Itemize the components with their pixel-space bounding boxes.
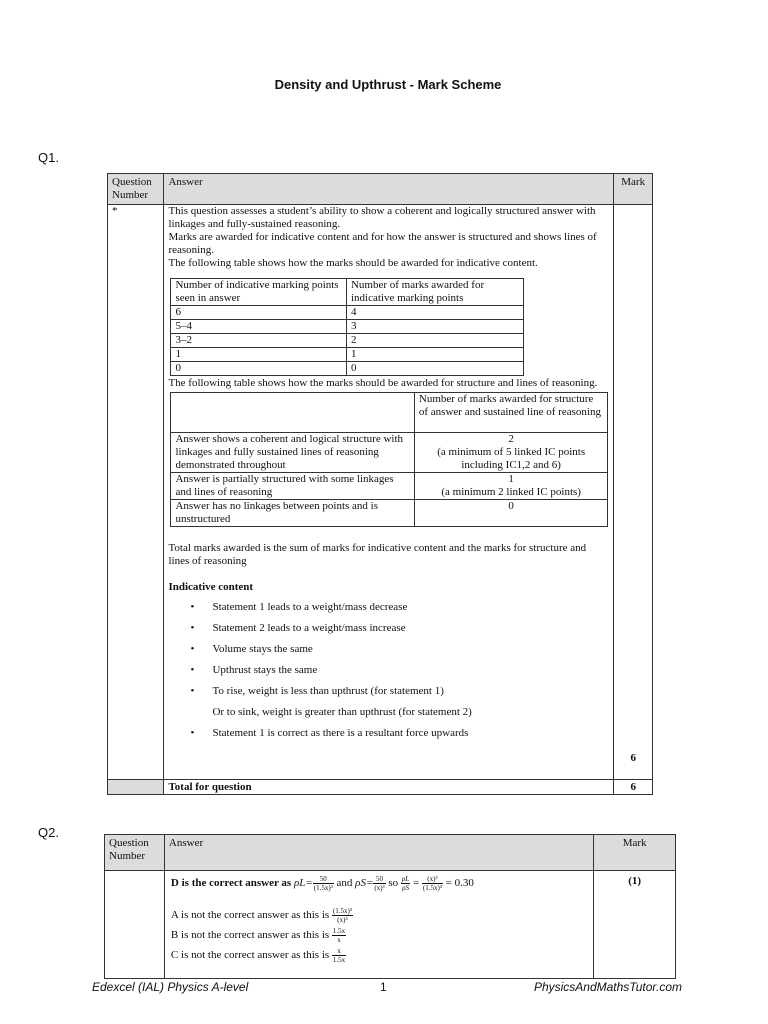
question-mark-value: 6 (630, 752, 636, 764)
fraction (373, 875, 385, 892)
total-mark: 6 (614, 780, 653, 795)
denominator: (x)³ (374, 884, 385, 892)
page-title: Density and Upthrust - Mark Scheme (274, 77, 502, 92)
numerator: 50 (373, 875, 385, 884)
indicative-col2-header: Number of marks awarded for indicative marking points (346, 279, 524, 306)
bullet-text: Statement 1 is correct as there is a resultant force upwards (212, 727, 469, 739)
question-1-label: Q1. (38, 150, 59, 165)
bullet-text: Or to sink, weight is greater than upthrust (for statement 2) (212, 706, 472, 718)
bullet-icon: • (190, 622, 195, 634)
structure-marks-table (170, 392, 608, 527)
answer-cell (164, 871, 593, 979)
denominator: (1.5x)³ (313, 884, 333, 892)
correct-answer-line (171, 875, 587, 901)
denominator: x (337, 936, 341, 944)
bullet-text: Statement 2 leads to a weight/mass increase (212, 622, 406, 634)
denominator: (x)³ (337, 916, 348, 924)
table-cell (108, 780, 164, 795)
so-text: so (388, 877, 399, 890)
table-cell: 3–2 (171, 334, 347, 348)
footer-right-text: PhysicsAndMathsTutor.com (533, 980, 682, 994)
structure-col2-header: Number of marks awarded for structure of answer and sustained line of reasoning (414, 393, 608, 433)
correct-answer-text: D is the correct answer as (170, 877, 292, 890)
option-c-text: C is not the correct answer as this is (170, 949, 330, 962)
bullet-text: Upthrust stays the same (212, 664, 318, 676)
option-a-line (171, 907, 587, 927)
total-label: Total for question (164, 780, 614, 795)
and-text: and (336, 877, 353, 890)
intro-line-3: The following table shows how the marks should be awarded for indicative content. (168, 257, 538, 269)
indicative-marks-table (170, 278, 524, 376)
indicative-bullet-list (168, 600, 609, 747)
table-cell: 3 (346, 320, 524, 334)
list-item (168, 600, 609, 621)
list-item (168, 621, 609, 642)
table-cell: Answer is partially structured with some linkages and lines of reasoning (171, 473, 414, 500)
list-item-continuation (168, 705, 609, 726)
structure-mark: 2 (508, 433, 514, 445)
numerator: x (332, 947, 346, 956)
total-note: Total marks awarded is the sum of marks for indicative content and the marks for structure and lines of reasoning (168, 542, 587, 567)
numerator: ρL (401, 875, 410, 883)
numerator: (1.5x)³ (332, 907, 352, 915)
table-cell: Answer has no linkages between points and is unstructured (171, 500, 414, 527)
rho-l-label: ρL= (293, 877, 313, 890)
bullet-icon: • (190, 664, 195, 676)
bullet-icon: • (190, 643, 195, 655)
question-2-label: Q2. (38, 825, 59, 840)
fraction (332, 947, 346, 964)
list-item (168, 726, 609, 747)
table-cell: 6 (171, 306, 347, 320)
structure-mark: 0 (508, 500, 514, 512)
fraction (422, 875, 443, 892)
table-cell: 0 (346, 362, 524, 376)
option-c-line (171, 947, 587, 967)
star-marker: * (112, 205, 118, 217)
question-number-header: Question Number (108, 174, 164, 205)
fraction (313, 875, 334, 892)
bullet-icon: • (190, 685, 195, 697)
structure-note: (a minimum 2 linked IC points) (441, 486, 581, 498)
mark-cell: (1) (594, 871, 676, 979)
question-number-cell (108, 205, 164, 780)
answer-header: Answer (164, 835, 593, 871)
table-cell (171, 393, 414, 433)
structure-intro: The following table shows how the marks should be awarded for structure and lines of reasoning. (168, 377, 598, 389)
question-1-mark-table (107, 173, 653, 795)
list-item (168, 663, 609, 684)
option-a-text: A is not the correct answer as this is (170, 909, 330, 922)
equals-sign: = (412, 877, 420, 890)
bullet-text: Volume stays the same (212, 643, 313, 655)
numerator: 50 (313, 875, 334, 884)
table-cell: 1 (171, 348, 347, 362)
fraction (401, 875, 410, 892)
denominator: (1.5x)³ (422, 884, 442, 892)
footer-left-text: Edexcel (IAL) Physics A-level (92, 980, 249, 994)
numerator: 1.5x (332, 927, 346, 935)
table-cell (414, 433, 608, 473)
rho-s-label: ρS= (355, 877, 374, 890)
fraction (332, 907, 353, 924)
fraction (332, 927, 346, 944)
table-cell: 1 (346, 348, 524, 362)
list-item (168, 642, 609, 663)
indicative-col1-header: Number of indicative marking points seen in answer (171, 279, 347, 306)
bullet-icon: • (190, 727, 195, 739)
table-cell: 4 (346, 306, 524, 320)
option-b-text: B is not the correct answer as this is (170, 929, 330, 942)
table-cell (414, 473, 608, 500)
intro-line-2: Marks are awarded for indicative content and for how the answer is structured and shows lines of reasoning. (168, 231, 597, 256)
table-cell: 5–4 (171, 320, 347, 334)
intro-line-1: This question assesses a student’s ability to show a coherent and logically structured answer with linkages and fully-sustained reasoning. (168, 205, 596, 230)
mark-header: Mark (594, 835, 676, 871)
bullet-icon: • (190, 601, 195, 613)
list-item (168, 684, 609, 705)
indicative-content-heading: Indicative content (168, 581, 254, 593)
denominator: 1.5x (332, 956, 346, 964)
question-number-cell (105, 871, 165, 979)
result-value: = 0.30 (445, 877, 474, 890)
answer-header: Answer (164, 174, 614, 205)
table-cell: 0 (171, 362, 347, 376)
page-number: 1 (380, 980, 387, 994)
table-cell: Answer shows a coherent and logical structure with linkages and fully sustained lines of reasoning demonstrated throughout (171, 433, 414, 473)
structure-note: (a minimum of 5 linked IC points including IC1,2 and 6) (437, 446, 586, 471)
numerator: (x)³ (422, 875, 443, 884)
structure-mark: 1 (508, 473, 514, 485)
answer-cell (164, 205, 614, 780)
mark-header: Mark (614, 174, 653, 205)
mark-cell (614, 205, 653, 780)
question-2-mark-table (104, 834, 676, 979)
table-cell (414, 500, 608, 527)
bullet-text: To rise, weight is less than upthrust (for statement 1) (212, 685, 444, 697)
option-b-line (171, 927, 587, 947)
denominator: ρS (402, 884, 409, 892)
bullet-text: Statement 1 leads to a weight/mass decrease (212, 601, 408, 613)
question-number-header: Question Number (105, 835, 165, 871)
table-cell: 2 (346, 334, 524, 348)
